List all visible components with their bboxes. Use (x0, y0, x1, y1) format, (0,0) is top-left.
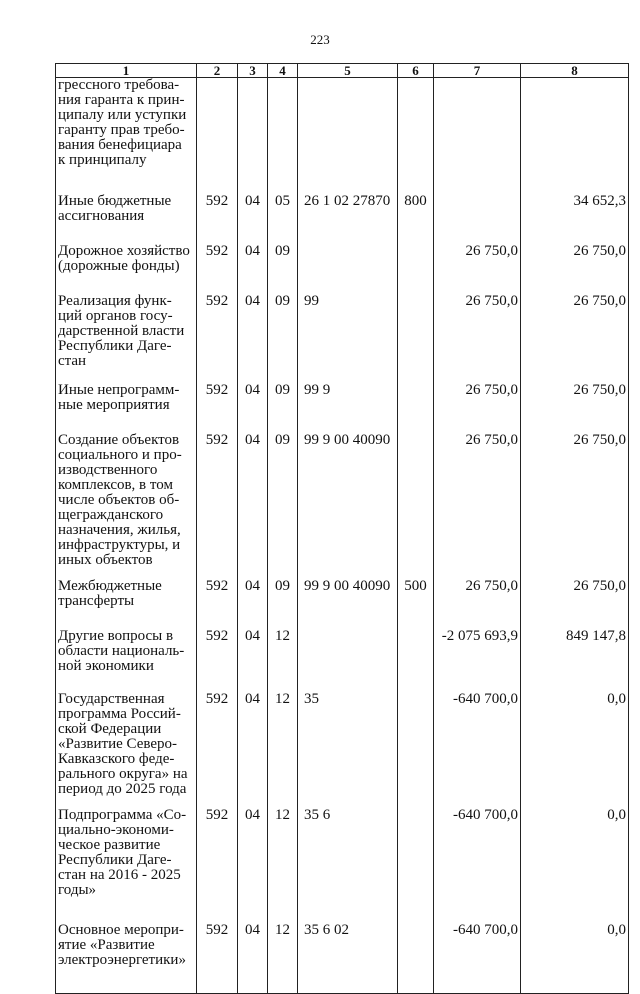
target-article-code: 99 9 00 40090 (298, 422, 398, 568)
admin-code: 592 (197, 372, 238, 422)
table-row (56, 183, 629, 233)
description-line: Подпрограмма «Со- (58, 807, 187, 823)
target-article-code: 35 (298, 681, 398, 797)
expense-type-code: 800 (398, 183, 434, 233)
row-description (56, 681, 197, 797)
total-amount: 26 750,0 (521, 233, 629, 283)
admin-code: 592 (197, 618, 238, 681)
table-row (56, 233, 629, 283)
admin-code: 592 (197, 912, 238, 994)
section-code: 04 (238, 912, 268, 994)
description-line: иных объектов (58, 552, 153, 568)
row-description (56, 183, 197, 233)
table-row (56, 568, 629, 618)
description-line: трансферты (58, 593, 135, 609)
total-amount (521, 78, 629, 184)
change-amount: 26 750,0 (434, 568, 521, 618)
target-article-code: 99 9 (298, 372, 398, 422)
subsection-code: 12 (268, 618, 298, 681)
row-description (56, 618, 197, 681)
change-amount: 26 750,0 (434, 372, 521, 422)
admin-code (197, 78, 238, 184)
admin-code: 592 (197, 797, 238, 912)
target-article-code: 35 6 02 (298, 912, 398, 994)
table-row (56, 422, 629, 568)
target-article-code: 26 1 02 27870 (298, 183, 398, 233)
description-line: назначения, жилья, (58, 522, 181, 538)
target-article-code: 35 6 (298, 797, 398, 912)
description-line: ния гаранта к прин- (58, 92, 185, 108)
description-line: программа Россий- (58, 706, 181, 722)
target-article-code (298, 78, 398, 184)
description-line: Иные бюджетные (58, 193, 172, 209)
subsection-code: 12 (268, 912, 298, 994)
change-amount: -640 700,0 (434, 912, 521, 994)
column-header-6: 6 (398, 64, 434, 78)
description-line: Другие вопросы в (58, 628, 174, 644)
table-row (56, 78, 629, 184)
subsection-code (268, 78, 298, 184)
target-article-code (298, 618, 398, 681)
total-amount: 26 750,0 (521, 422, 629, 568)
description-line: Кавказского феде- (58, 751, 175, 767)
expense-type-code (398, 233, 434, 283)
description-line: ятие «Развитие (58, 937, 155, 953)
table-row (56, 912, 629, 994)
description-line: период до 2025 года (58, 781, 187, 797)
expense-type-code (398, 797, 434, 912)
change-amount: -640 700,0 (434, 797, 521, 912)
section-code: 04 (238, 681, 268, 797)
description-line: числе объектов об- (58, 492, 180, 508)
description-line: Основное меропри- (58, 922, 184, 938)
description-line: гаранту прав требо- (58, 122, 185, 138)
column-header-3: 3 (238, 64, 268, 78)
description-line: вания бенефициара (58, 137, 182, 153)
description-line: электроэнергетики» (58, 952, 186, 968)
section-code: 04 (238, 283, 268, 372)
row-description (56, 78, 197, 184)
change-amount: 26 750,0 (434, 283, 521, 372)
table-header-row (56, 64, 629, 78)
row-description (56, 912, 197, 994)
description-line: ной экономики (58, 658, 154, 674)
total-amount: 26 750,0 (521, 568, 629, 618)
description-line: области националь- (58, 643, 185, 659)
description-line: ской Федерации (58, 721, 162, 737)
total-amount: 849 147,8 (521, 618, 629, 681)
table-row (56, 618, 629, 681)
section-code: 04 (238, 183, 268, 233)
description-line: Республики Даге- (58, 852, 172, 868)
section-code: 04 (238, 372, 268, 422)
target-article-code: 99 9 00 40090 (298, 568, 398, 618)
description-line: Республики Даге- (58, 338, 172, 354)
description-line: социального и про- (58, 447, 182, 463)
description-line: ций органов госу- (58, 308, 173, 324)
total-amount: 0,0 (521, 797, 629, 912)
description-line: Реализация функ- (58, 293, 172, 309)
description-line: стан (58, 353, 87, 369)
admin-code: 592 (197, 681, 238, 797)
target-article-code (298, 233, 398, 283)
description-line: инфраструктуры, и (58, 537, 181, 553)
total-amount: 26 750,0 (521, 283, 629, 372)
row-description (56, 422, 197, 568)
total-amount: 0,0 (521, 681, 629, 797)
admin-code: 592 (197, 283, 238, 372)
description-line: ческое развитие (58, 837, 161, 853)
admin-code: 592 (197, 422, 238, 568)
description-line: годы» (58, 882, 97, 898)
description-line: Государственная (58, 691, 165, 707)
change-amount: -640 700,0 (434, 681, 521, 797)
column-header-1: 1 (56, 64, 197, 78)
total-amount: 34 652,3 (521, 183, 629, 233)
column-header-5: 5 (298, 64, 398, 78)
description-line: стан на 2016 - 2025 (58, 867, 181, 883)
description-line: щегражданского (58, 507, 164, 523)
description-line: Иные непрограмм- (58, 382, 180, 398)
subsection-code: 05 (268, 183, 298, 233)
row-description (56, 372, 197, 422)
column-header-4: 4 (268, 64, 298, 78)
table-row (56, 797, 629, 912)
section-code: 04 (238, 568, 268, 618)
description-line: ассигнования (58, 208, 145, 224)
expense-type-code (398, 422, 434, 568)
column-header-2: 2 (197, 64, 238, 78)
column-header-8: 8 (521, 64, 629, 78)
subsection-code: 12 (268, 681, 298, 797)
description-line: рального округа» на (58, 766, 188, 782)
target-article-code: 99 (298, 283, 398, 372)
description-line: Дорожное хозяйство (58, 243, 190, 259)
description-line: (дорожные фонды) (58, 258, 180, 274)
section-code: 04 (238, 422, 268, 568)
change-amount (434, 78, 521, 184)
description-line: изводственного (58, 462, 158, 478)
table-body (56, 78, 629, 994)
change-amount: 26 750,0 (434, 233, 521, 283)
expense-type-code (398, 78, 434, 184)
description-line: ципалу или уступки (58, 107, 187, 123)
description-line: ные мероприятия (58, 397, 170, 413)
subsection-code: 09 (268, 372, 298, 422)
expense-type-code (398, 283, 434, 372)
table-row (56, 283, 629, 372)
total-amount: 0,0 (521, 912, 629, 994)
admin-code: 592 (197, 568, 238, 618)
page-number: 223 (310, 32, 330, 47)
budget-table (55, 63, 629, 994)
expense-type-code (398, 372, 434, 422)
description-line: Создание объектов (58, 432, 180, 448)
expense-type-code: 500 (398, 568, 434, 618)
section-code: 04 (238, 233, 268, 283)
description-line: комплексов, в том (58, 477, 173, 493)
table-row (56, 372, 629, 422)
expense-type-code (398, 681, 434, 797)
description-line: дарственной власти (58, 323, 185, 339)
subsection-code: 12 (268, 797, 298, 912)
description-line: циально-экономи- (58, 822, 174, 838)
subsection-code: 09 (268, 283, 298, 372)
subsection-code: 09 (268, 422, 298, 568)
column-header-7: 7 (434, 64, 521, 78)
table-row (56, 681, 629, 797)
description-line: гресcного требова- (58, 77, 180, 93)
row-description (56, 568, 197, 618)
row-description (56, 233, 197, 283)
expense-type-code (398, 912, 434, 994)
section-code: 04 (238, 797, 268, 912)
admin-code: 592 (197, 233, 238, 283)
section-code: 04 (238, 618, 268, 681)
change-amount: 26 750,0 (434, 422, 521, 568)
subsection-code: 09 (268, 233, 298, 283)
expense-type-code (398, 618, 434, 681)
change-amount: -2 075 693,9 (434, 618, 521, 681)
section-code (238, 78, 268, 184)
change-amount (434, 183, 521, 233)
description-line: к принципалу (58, 152, 147, 168)
subsection-code: 09 (268, 568, 298, 618)
description-line: «Развитие Северо- (58, 736, 178, 752)
row-description (56, 283, 197, 372)
row-description (56, 797, 197, 912)
description-line: Межбюджетные (58, 578, 162, 594)
admin-code: 592 (197, 183, 238, 233)
total-amount: 26 750,0 (521, 372, 629, 422)
